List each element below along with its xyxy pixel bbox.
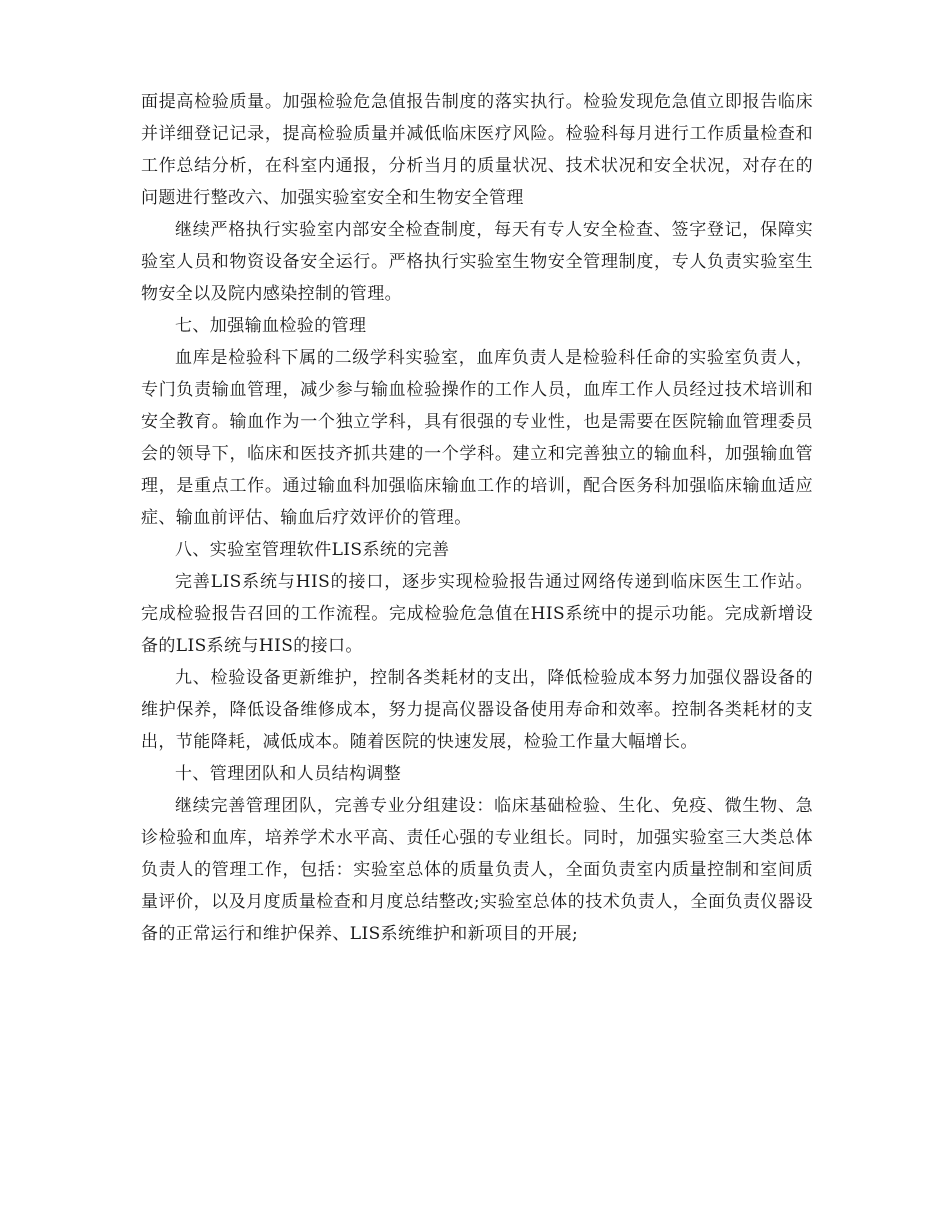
section-heading-7: 七、加强输血检验的管理	[175, 316, 367, 336]
section-heading-10: 十、管理团队和人员结构调整	[175, 764, 402, 784]
section-heading-8: 八、实验室管理软件LIS系统的完善	[175, 540, 450, 560]
document-body	[141, 86, 813, 950]
paragraph-equipment-maintenance: 九、检验设备更新维护，控制各类耗材的支出，降低检验成本努力加强仪器设备的维护保养，降低设备维修成本，努力提高仪器设备使用寿命和效率。控制各类耗材的支出，节能降耗，减低成本。随着医院的快速发展，检验工作量大幅增长。	[141, 668, 813, 752]
paragraph-lis-system: 完善LIS系统与HIS的接口，逐步实现检验报告通过网络传递到临床医生工作站。完成检验报告召回的工作流程。完成检验危急值在HIS系统中的提示功能。完成新增设备的LIS系统与HIS的接口。	[141, 572, 813, 656]
paragraph-continuation: 面提高检验质量。加强检验危急值报告制度的落实执行。检验发现危急值立即报告临床并详细登记记录，提高检验质量并减低临床医疗风险。检验科每月进行工作质量检查和工作总结分析，在科室内通报，分析当月的质量状况、技术状况和安全状况，对存在的问题进行整改六、加强实验室安全和生物安全管理	[141, 92, 813, 208]
paragraph-lab-safety: 继续严格执行实验室内部安全检查制度，每天有专人安全检查、签字登记，保障实验室人员和物资设备安全运行。严格执行实验室生物安全管理制度，专人负责实验室生物安全以及院内感染控制的管理。	[141, 220, 813, 304]
paragraph-blood-bank: 血库是检验科下属的二级学科实验室，血库负责人是检验科任命的实验室负责人，专门负责输血管理，减少参与输血检验操作的工作人员，血库工作人员经过技术培训和安全教育。输血作为一个独立学科，具有很强的专业性，也是需要在医院输血管理委员会的领导下，临床和医技齐抓共建的一个学科。建立和完善独立的输血科，加强输血管理，是重点工作。通过输血科加强临床输血工作的培训，配合医务科加强临床输血适应症、输血前评估、输血后疗效评价的管理。	[141, 348, 813, 528]
paragraph-management-team: 继续完善管理团队，完善专业分组建设：临床基础检验、生化、免疫、微生物、急诊检验和血库，培养学术水平高、责任心强的专业组长。同时，加强实验室三大类总体负责人的管理工作，包括：实验室总体的质量负责人，全面负责室内质量控制和室间质量评价，以及月度质量检查和月度总结整改;实验室总体的技术负责人，全面负责仪器设备的正常运行和维护保养、LIS系统维护和新项目的开展;	[141, 796, 813, 944]
